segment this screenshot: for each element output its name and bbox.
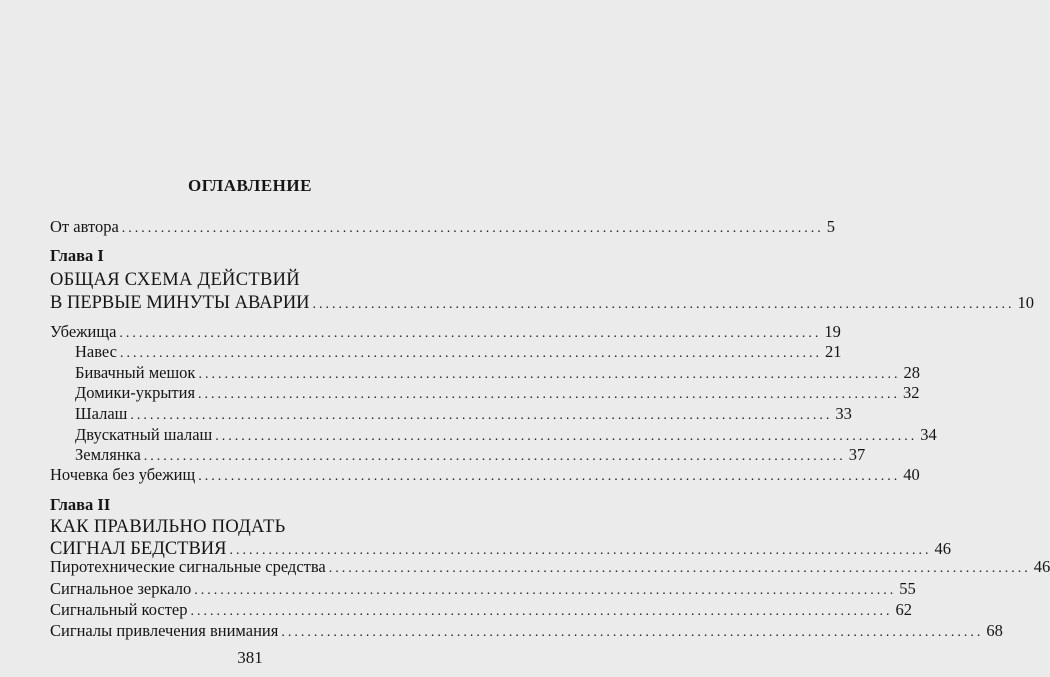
leader-dots: ............................................................................................................ bbox=[229, 543, 932, 558]
toc-entry-attention bbox=[50, 621, 1003, 643]
toc-entry-label: Двускатный шалаш bbox=[75, 425, 213, 444]
toc-entry-label: Сигналы привлечения внимания bbox=[50, 621, 279, 640]
toc-entry-label: В ПЕРВЫЕ МИНУТЫ АВАРИИ bbox=[50, 293, 310, 313]
toc-entry-label: Домики-укрытия bbox=[75, 383, 196, 402]
toc-entry-pyro bbox=[50, 557, 1050, 579]
toc-entry-label: Шалаш bbox=[75, 404, 128, 423]
toc-entry-label: Бивачный мешок bbox=[75, 363, 196, 382]
leader-dots: ............................................................................................................ bbox=[143, 449, 846, 464]
leader-dots: ............................................................................................................ bbox=[121, 221, 824, 236]
toc-entry-page: 46 bbox=[1033, 557, 1050, 576]
leader-dots: ............................................................................................................ bbox=[328, 561, 1031, 576]
toc-entry-chapter-1 bbox=[50, 292, 1035, 316]
toc-entry-label: От автора bbox=[50, 217, 119, 236]
chapter-1-label: Глава I bbox=[50, 246, 104, 265]
toc-entry-label: Убежища bbox=[50, 322, 117, 341]
toc-entry-page: 5 bbox=[826, 217, 836, 236]
chapter-2-label: Глава II bbox=[50, 495, 111, 514]
toc-entry-fire bbox=[50, 600, 912, 622]
leader-dots: ............................................................................................................ bbox=[120, 346, 822, 361]
toc-entry-label: Сигнальный костер bbox=[50, 600, 188, 619]
toc-entry-page: 68 bbox=[986, 621, 1003, 640]
toc-entry-overnight bbox=[50, 465, 920, 487]
toc-entry-page: 32 bbox=[903, 383, 920, 402]
toc-entry-author bbox=[50, 217, 836, 239]
leader-dots: ............................................................................................................ bbox=[215, 429, 918, 444]
toc-entry-hut-covers bbox=[75, 383, 920, 405]
toc-entry-mirror bbox=[50, 579, 916, 601]
toc-entry-label: СИГНАЛ БЕДСТВИЯ bbox=[50, 539, 227, 559]
toc-entry-bivouac bbox=[75, 363, 920, 385]
chapter-1-title-line1: ОБЩАЯ СХЕМА ДЕЙСТВИЙ bbox=[50, 270, 300, 290]
toc-entry-page: 21 bbox=[825, 342, 842, 361]
toc-entry-label: Пиротехнические сигнальные средства bbox=[50, 557, 326, 576]
toc-entry-page: 62 bbox=[895, 600, 912, 619]
toc-entry-gable-shalash bbox=[75, 425, 937, 447]
toc-heading: ОГЛАВЛЕНИЕ bbox=[188, 176, 312, 195]
chapter-2-title-line1: КАК ПРАВИЛЬНО ПОДАТЬ bbox=[50, 517, 286, 537]
leader-dots: ............................................................................................................ bbox=[130, 408, 833, 423]
toc-entry-shelters bbox=[50, 322, 841, 344]
toc-entry-dugout bbox=[75, 445, 866, 467]
toc-entry-page: 33 bbox=[835, 404, 852, 423]
leader-dots: ............................................................................................................ bbox=[119, 326, 822, 341]
page-number: 381 bbox=[237, 648, 263, 667]
leader-dots: ............................................................................................................ bbox=[198, 367, 901, 382]
toc-entry-page: 46 bbox=[934, 539, 952, 558]
leader-dots: ............................................................................................................ bbox=[198, 469, 901, 484]
toc-entry-label: Ночевка без убежищ bbox=[50, 465, 196, 484]
leader-dots: ............................................................................................................ bbox=[194, 583, 897, 598]
toc-entry-label: Землянка bbox=[75, 445, 141, 464]
toc-entry-canopy bbox=[75, 342, 842, 364]
leader-dots: ............................................................................................................ bbox=[190, 604, 893, 619]
toc-entry-label: Сигнальное зеркало bbox=[50, 579, 192, 598]
toc-entry-page: 37 bbox=[848, 445, 866, 464]
toc-entry-page: 19 bbox=[824, 322, 841, 341]
toc-entry-page: 40 bbox=[903, 465, 920, 484]
leader-dots: ............................................................................................................ bbox=[281, 625, 984, 640]
toc-entry-page: 34 bbox=[920, 425, 937, 444]
toc-entry-page: 28 bbox=[903, 363, 920, 382]
leader-dots: ............................................................................................................ bbox=[312, 297, 1015, 312]
leader-dots: ............................................................................................................ bbox=[198, 387, 901, 402]
toc-entry-page: 55 bbox=[899, 579, 916, 598]
toc-entry-label: Навес bbox=[75, 342, 117, 361]
toc-entry-shalash bbox=[75, 404, 852, 426]
toc-entry-page: 10 bbox=[1017, 293, 1035, 312]
